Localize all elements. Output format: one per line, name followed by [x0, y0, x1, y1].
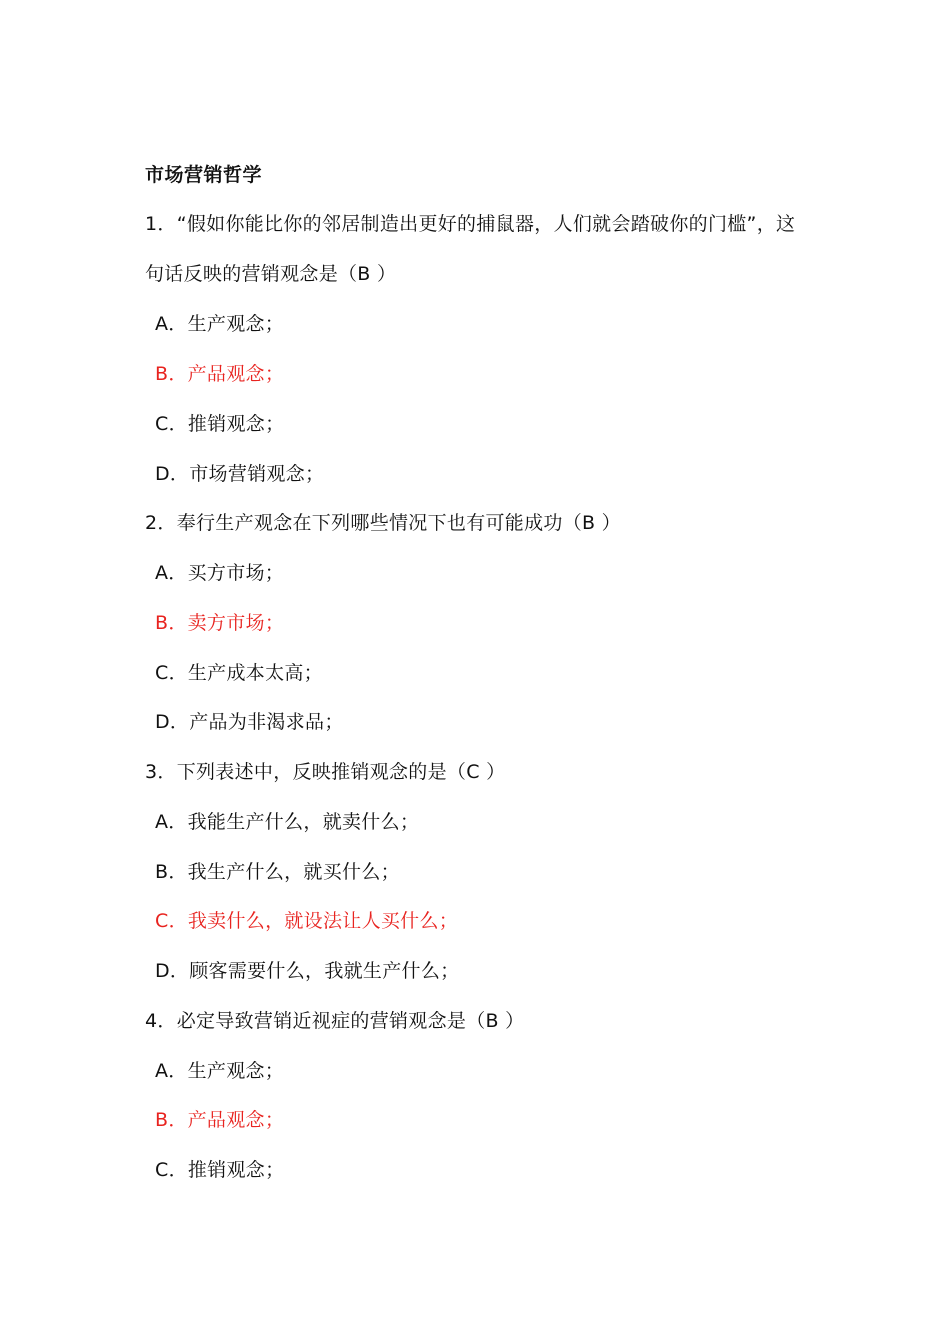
question-4-option-a: A．生产观念；: [155, 1060, 285, 1082]
question-1-text: “假如你能比你的邻居制造出更好的捕鼠器，人们就会踏破你的门槛”，这: [176, 213, 796, 235]
question-2-option-a: A．买方市场；: [155, 562, 285, 584]
question-3-option-d: D．顾客需要什么，我就生产什么；: [155, 960, 460, 982]
question-1-option-b-correct: B．产品观念；: [155, 363, 285, 385]
question-4-number: 4．: [145, 1010, 177, 1032]
question-2-number: 2．: [145, 512, 177, 534]
question-3-option-b: B．我生产什么，就买什么；: [155, 861, 400, 883]
question-4-option-c: C．推销观念；: [155, 1159, 285, 1181]
question-2-option-d: D．产品为非渴求品；: [155, 711, 344, 733]
question-4-option-b-correct: B．产品观念；: [155, 1109, 285, 1131]
question-2-option-b-correct: B．卖方市场；: [155, 612, 285, 634]
question-3-text: 下列表述中，反映推销观念的是（C ）: [176, 761, 506, 783]
question-2-text: 奉行生产观念在下列哪些情况下也有可能成功（B ）: [176, 512, 621, 534]
question-3-stem: [145, 758, 505, 786]
question-2-option-c: C．生产成本太高；: [155, 662, 323, 684]
question-4-stem: [145, 1007, 524, 1035]
question-2-stem: [145, 509, 621, 537]
question-1-option-a: A．生产观念；: [155, 313, 285, 335]
question-1-number: 1．: [145, 213, 177, 235]
section-title: 市场营销哲学: [145, 164, 263, 186]
question-3-option-c-correct: C．我卖什么，就设法让人买什么；: [155, 910, 459, 932]
question-3-number: 3．: [145, 761, 177, 783]
question-1-stem-line-1: [145, 210, 795, 238]
question-1-stem-line-2: 句话反映的营销观念是（B ）: [145, 263, 397, 285]
question-1-option-d: D．市场营销观念；: [155, 463, 325, 485]
question-4-text: 必定导致营销近视症的营销观念是（B ）: [176, 1010, 525, 1032]
question-3-option-a: A．我能生产什么，就卖什么；: [155, 811, 420, 833]
question-1-option-c: C．推销观念；: [155, 413, 285, 435]
